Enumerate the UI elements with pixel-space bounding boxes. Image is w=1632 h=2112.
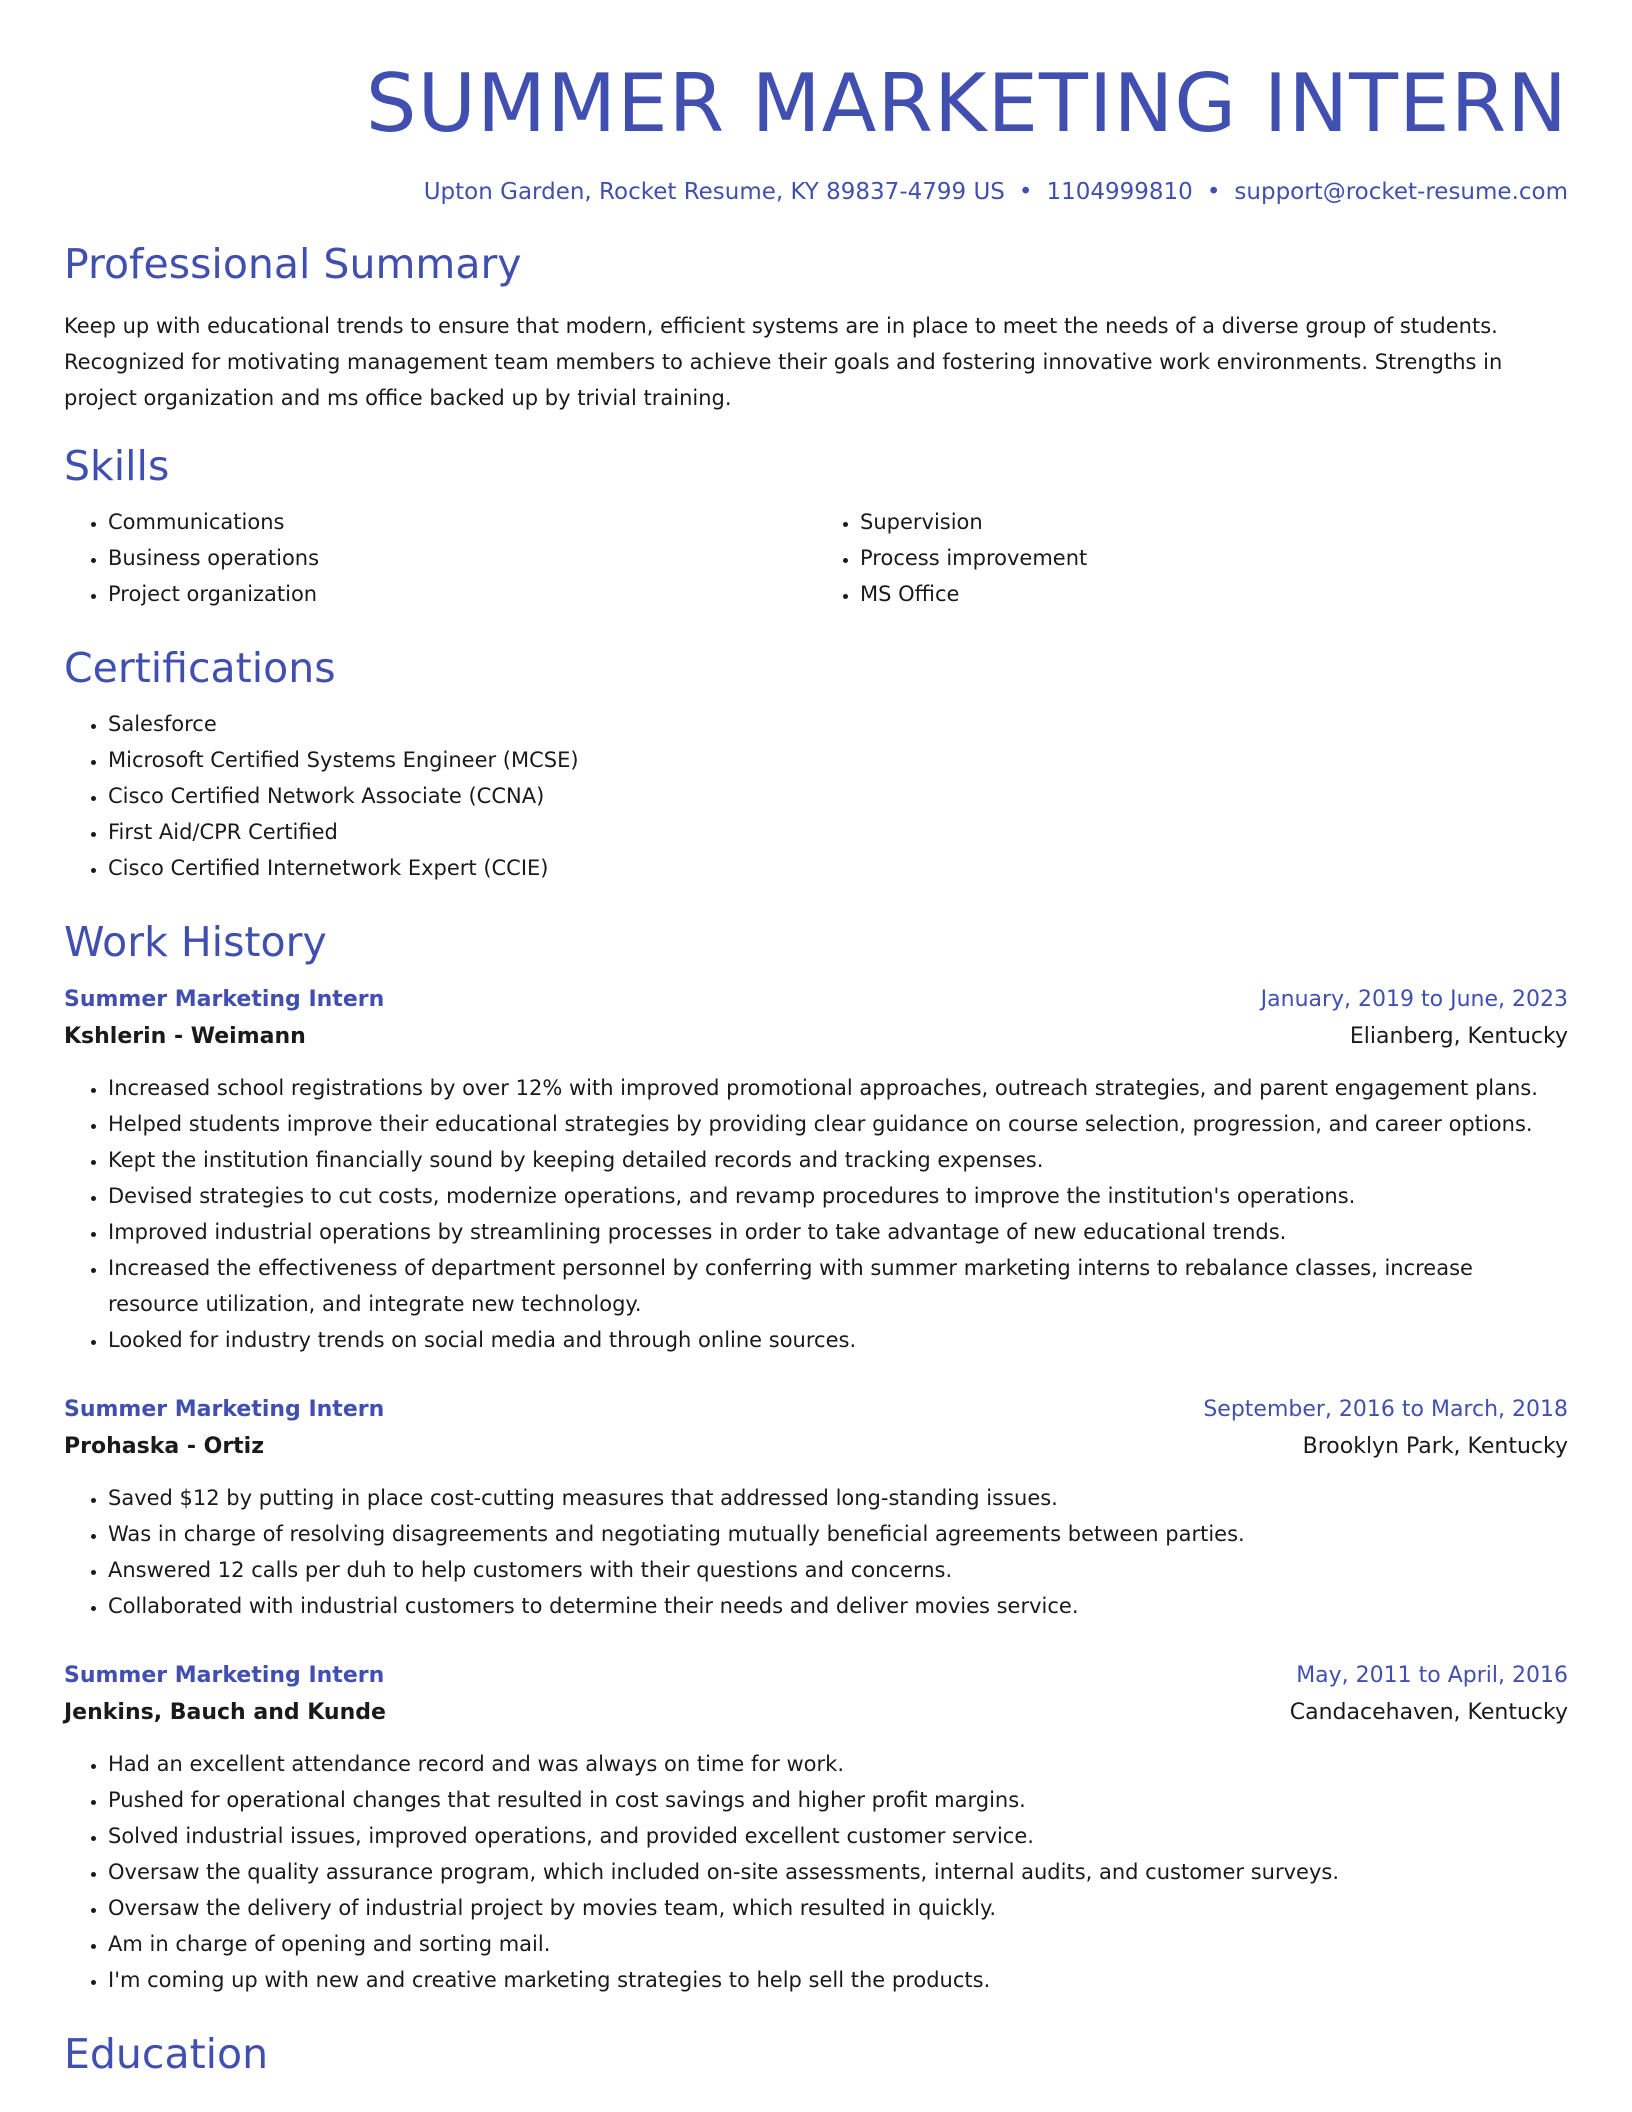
skill-item: • Business operations: [108, 540, 816, 576]
certification-item: • Salesforce: [108, 706, 1568, 742]
job-bullet: • Oversaw the delivery of industrial project by movies team, which resulted in quickly.: [108, 1890, 1568, 1926]
certification-item: • Cisco Certified Internetwork Expert (CCIE): [108, 850, 1568, 886]
job-company-row: [64, 1694, 1568, 1732]
job-bullet: • Had an excellent attendance record and was always on time for work.: [108, 1746, 1568, 1782]
skill-item: • Communications: [108, 504, 816, 540]
contact-email: support@rocket-resume.com: [1234, 179, 1568, 205]
skill-item: • MS Office: [860, 576, 1568, 612]
job-bullet: • Increased school registrations by over 12% with improved promotional approaches, outreach strategies, and parent engagement plans.: [108, 1070, 1568, 1106]
job-title: Summer Marketing Intern: [64, 1663, 385, 1688]
job-title: Summer Marketing Intern: [64, 987, 385, 1012]
job-location: Elianberg, Kentucky: [1349, 1024, 1568, 1049]
certification-item: • First Aid/CPR Certified: [108, 814, 1568, 850]
job-company: Jenkins, Bauch and Kunde: [64, 1700, 386, 1725]
job-location: Brooklyn Park, Kentucky: [1302, 1434, 1568, 1459]
job-bullet: • Answered 12 calls per duh to help customers with their questions and concerns.: [108, 1552, 1568, 1588]
job-entry: [64, 1658, 1568, 1998]
job-company: Prohaska - Ortiz: [64, 1434, 265, 1459]
contact-phone: 1104999810: [1046, 179, 1193, 205]
job-bullet: • Saved $12 by putting in place cost-cutting measures that addressed long-standing issues.: [108, 1480, 1568, 1516]
job-title-row: [64, 982, 1568, 1018]
job-bullet: • Oversaw the quality assurance program, which included on-site assessments, internal audits, and customer surveys.: [108, 1854, 1568, 1890]
job-bullet: • Helped students improve their educational strategies by providing clear guidance on course selection, progression, and career options.: [108, 1106, 1568, 1142]
certification-item: • Cisco Certified Network Associate (CCNA): [108, 778, 1568, 814]
contact-line: [64, 176, 1568, 208]
certification-item: • Microsoft Certified Systems Engineer (MCSE): [108, 742, 1568, 778]
skills-columns: [64, 504, 1568, 612]
job-entry: [64, 982, 1568, 1358]
skills-heading: Skills: [64, 442, 170, 490]
job-location: Candacehaven, Kentucky: [1289, 1700, 1568, 1725]
job-bullet: • Devised strategies to cut costs, modernize operations, and revamp procedures to improve the institution's operations.: [108, 1178, 1568, 1214]
job-bullets: [64, 1070, 1568, 1358]
job-company-row: [64, 1428, 1568, 1466]
job-bullet: • Am in charge of opening and sorting mail.: [108, 1926, 1568, 1962]
job-bullet: • Pushed for operational changes that resulted in cost savings and higher profit margins.: [108, 1782, 1568, 1818]
job-bullets: [64, 1746, 1568, 1998]
job-bullet: • Collaborated with industrial customers to determine their needs and deliver movies service.: [108, 1588, 1568, 1624]
job-entry: [64, 1392, 1568, 1624]
job-bullet: • Improved industrial operations by streamlining processes in order to take advantage of new educational trends.: [108, 1214, 1568, 1250]
professional-summary-heading: Professional Summary: [64, 240, 522, 288]
job-dates: January, 2019 to June, 2023: [1260, 987, 1568, 1012]
resume-header: [64, 0, 1568, 208]
education-heading: Education: [64, 2030, 269, 2078]
skills-list-left: [64, 504, 816, 612]
job-company-row: [64, 1018, 1568, 1056]
skill-item: • Process improvement: [860, 540, 1568, 576]
job-bullet: • Looked for industry trends on social media and through online sources.: [108, 1322, 1568, 1358]
contact-separator: •: [1018, 179, 1033, 205]
candidate-name: SUMMER MARKETING INTERN: [365, 57, 1568, 150]
certifications-list: [64, 706, 1568, 886]
job-bullet: • Was in charge of resolving disagreements and negotiating mutually beneficial agreements between parties.: [108, 1516, 1568, 1552]
job-title-row: [64, 1658, 1568, 1694]
contact-address: Upton Garden, Rocket Resume, KY 89837-4799 US: [423, 179, 1005, 205]
contact-separator: •: [1206, 179, 1221, 205]
work-history-heading: Work History: [64, 918, 327, 966]
job-bullets: [64, 1480, 1568, 1624]
professional-summary-text: Keep up with educational trends to ensure that modern, efficient systems are in place to meet the needs of a diverse group of students. Recognized for motivating management team members to achieve their goals and fostering innovative work environments. Strengths in project organization and ms office backed up by trivial training.: [64, 314, 1503, 410]
skill-item: • Project organization: [108, 576, 816, 612]
job-bullet: • Increased the effectiveness of department personnel by conferring with summer marketing interns to rebalance classes, increase resource utilization, and integrate new technology.: [108, 1250, 1568, 1322]
job-title-row: [64, 1392, 1568, 1428]
job-title: Summer Marketing Intern: [64, 1397, 385, 1422]
job-bullet: • I'm coming up with new and creative marketing strategies to help sell the products.: [108, 1962, 1568, 1998]
job-dates: May, 2011 to April, 2016: [1296, 1663, 1568, 1688]
job-bullet: • Kept the institution financially sound by keeping detailed records and tracking expenses.: [108, 1142, 1568, 1178]
job-dates: September, 2016 to March, 2018: [1203, 1397, 1568, 1422]
skills-list-right: [816, 504, 1568, 612]
certifications-heading: Certifications: [64, 644, 336, 692]
job-company: Kshlerin - Weimann: [64, 1024, 306, 1049]
job-bullet: • Solved industrial issues, improved operations, and provided excellent customer service.: [108, 1818, 1568, 1854]
skill-item: • Supervision: [860, 504, 1568, 540]
